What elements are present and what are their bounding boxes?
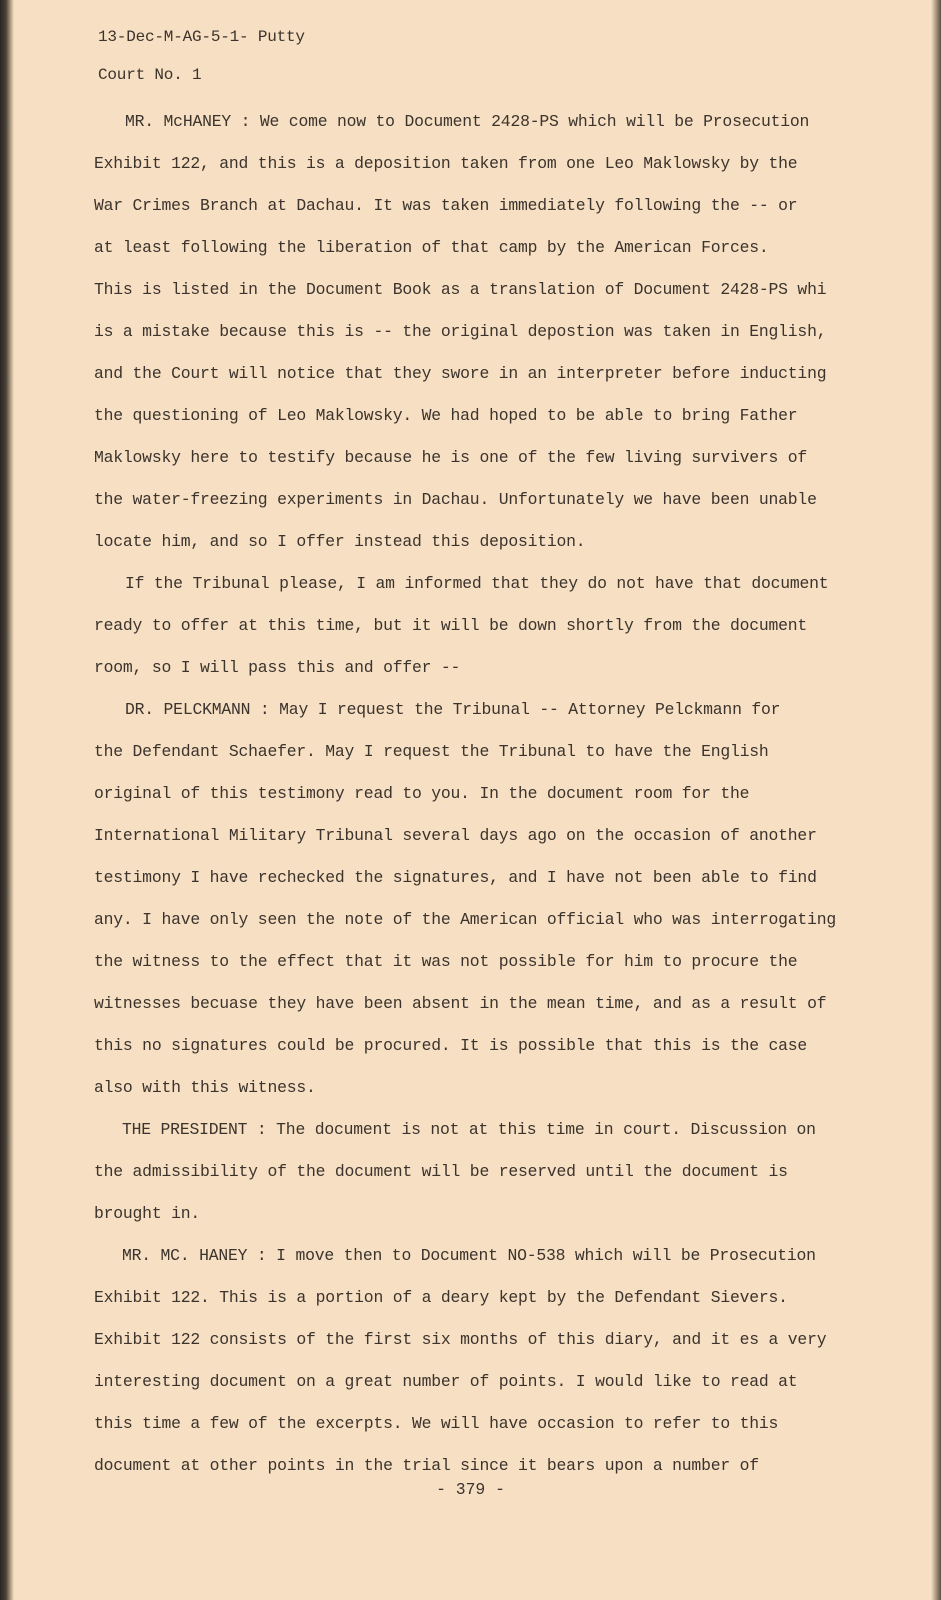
text-line: this no signatures could be procured. It is possible that this is the case — [94, 1036, 808, 1055]
text-line: ready to offer at this time, but it will be down shortly from the document — [94, 616, 808, 635]
text-line: also with this witness. — [94, 1078, 316, 1097]
text-line: the questioning of Leo Maklowsky. We had hoped to be able to bring Father — [94, 406, 798, 425]
text-line: interesting document on a great number of points. I would like to read at — [94, 1372, 798, 1391]
text-line: locate him, and so I offer instead this deposition. — [94, 532, 586, 551]
text-line: the witness to the effect that it was not possible for him to procure the — [94, 952, 798, 971]
text-line: International Military Tribunal several days ago on the occasion of another — [94, 826, 817, 845]
text-line: Exhibit 122. This is a portion of a deary kept by the Defendant Sievers. — [94, 1288, 788, 1307]
text-line: Maklowsky here to testify because he is one of the few living survivers of — [94, 448, 808, 467]
text-line: the admissibility of the document will be reserved until the document is — [94, 1162, 788, 1181]
text-line: any. I have only seen the note of the American official who was interrogating — [94, 910, 836, 929]
document-reference: 13-Dec-M-AG-5-1- Putty — [98, 28, 305, 46]
text-line: original of this testimony read to you. In the document room for the — [94, 784, 750, 803]
text-line: War Crimes Branch at Dachau. It was taken immediately following the -- or — [94, 196, 798, 215]
text-line: witnesses becuase they have been absent in the mean time, and as a result of — [94, 994, 827, 1013]
text-line: the water-freezing experiments in Dachau. Unfortunately we have been unable — [94, 490, 817, 509]
text-line: Exhibit 122, and this is a deposition taken from one Leo Maklowsky by the — [94, 154, 798, 173]
text-line: at least following the liberation of that camp by the American Forces. — [94, 238, 769, 257]
text-line: MR. McHANEY : We come now to Document 2428-PS which will be Prosecution — [125, 112, 810, 131]
text-line: DR. PELCKMANN : May I request the Tribunal -- Attorney Pelckmann for — [125, 700, 781, 719]
text-line: MR. MC. HANEY : I move then to Document NO-538 which will be Prosecution — [122, 1246, 816, 1265]
text-line: document at other points in the trial since it bears upon a number of — [94, 1456, 759, 1475]
text-line: testimony I have rechecked the signatures, and I have not been able to find — [94, 868, 817, 887]
text-line: room, so I will pass this and offer -- — [94, 658, 461, 677]
court-number: Court No. 1 — [98, 66, 202, 84]
text-line: is a mistake because this is -- the original depostion was taken in English, — [94, 322, 827, 341]
text-line: THE PRESIDENT : The document is not at this time in court. Discussion on — [122, 1120, 816, 1139]
text-line: the Defendant Schaefer. May I request the Tribunal to have the English — [94, 742, 769, 761]
text-line: brought in. — [94, 1204, 200, 1223]
text-line: Exhibit 122 consists of the first six months of this diary, and it es a very — [94, 1330, 827, 1349]
text-line: and the Court will notice that they swore in an interpreter before inducting — [94, 364, 827, 383]
text-line: this time a few of the excerpts. We will have occasion to refer to this — [94, 1414, 779, 1433]
text-line: This is listed in the Document Book as a translation of Document 2428-PS whi — [94, 280, 827, 299]
text-line: If the Tribunal please, I am informed that they do not have that document — [125, 574, 829, 593]
page-number: - 379 - — [436, 1480, 505, 1499]
